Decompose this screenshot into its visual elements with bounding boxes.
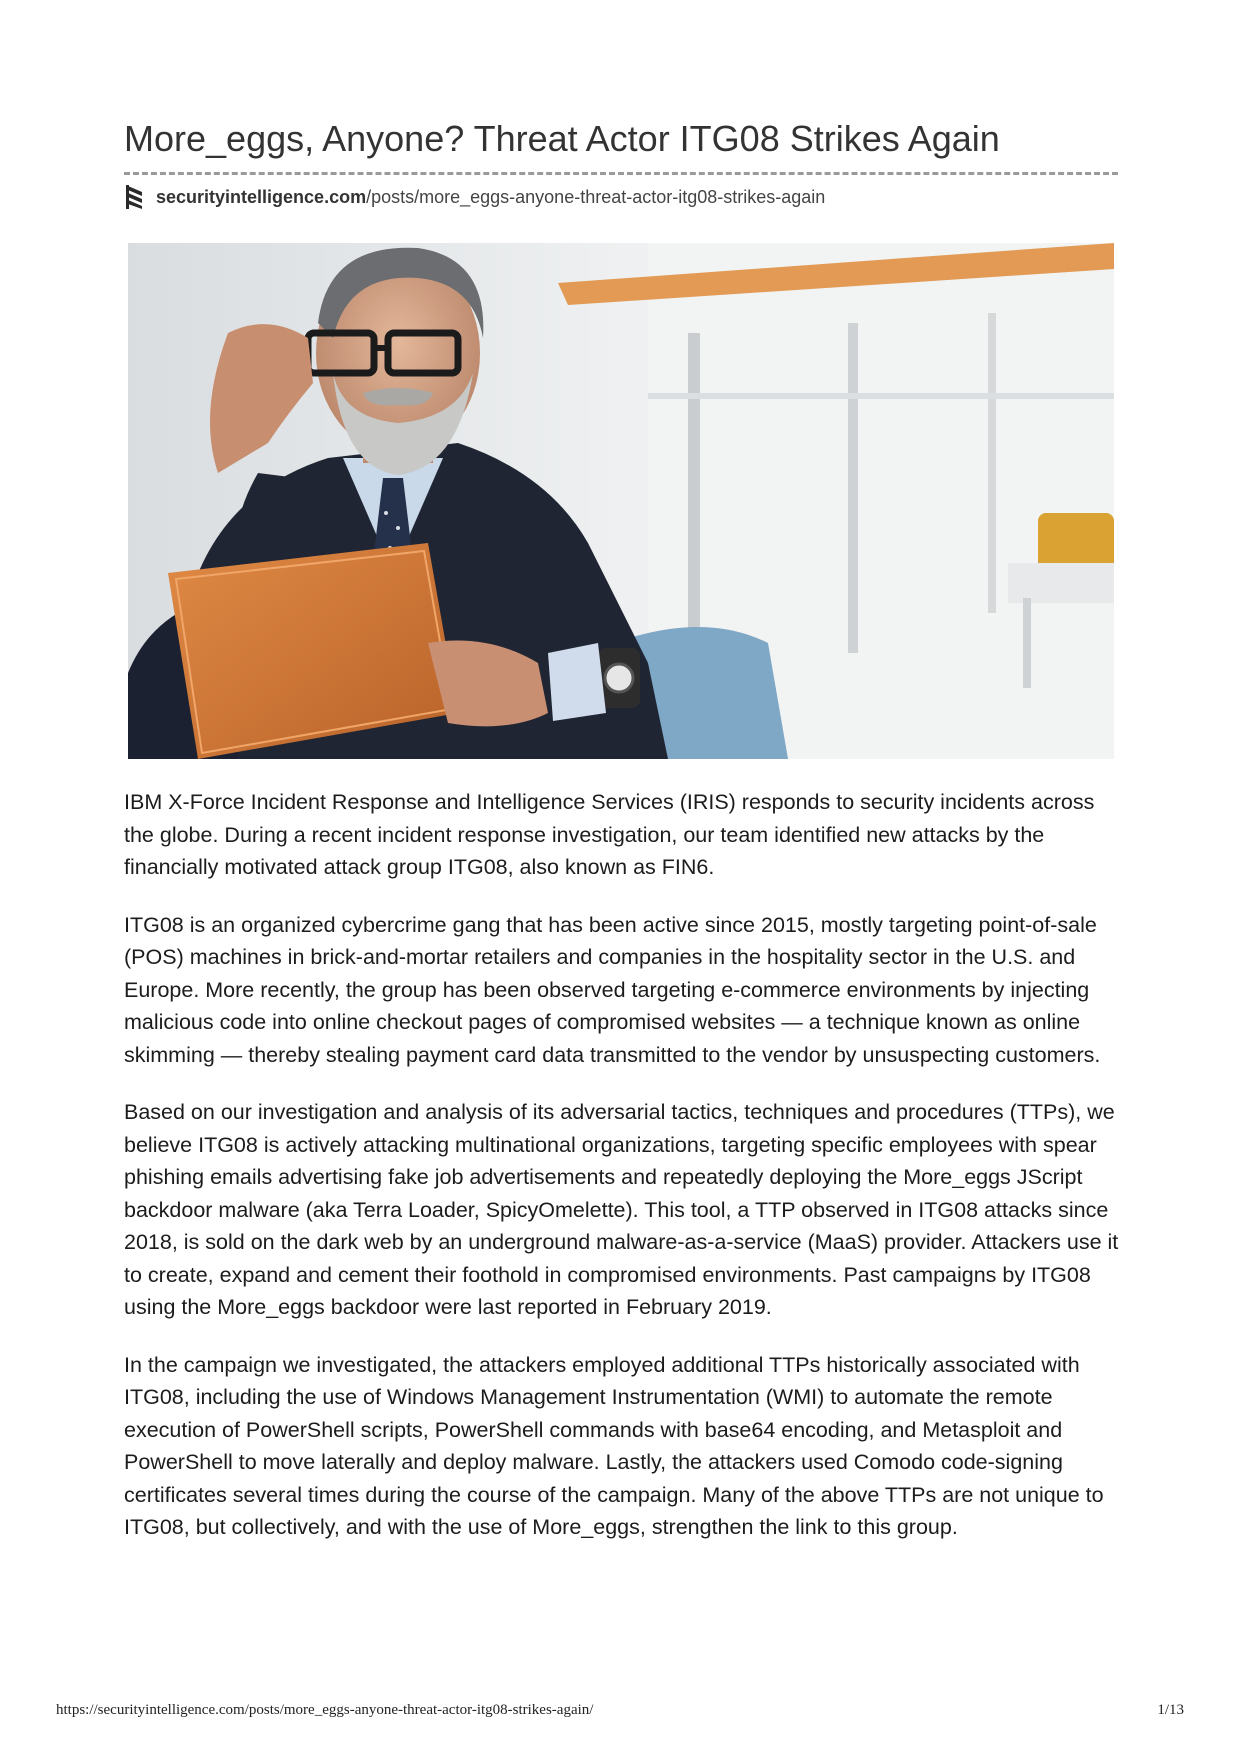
paragraph: Based on our investigation and analysis of its adversarial tactics, techniques and procedures (TTPs), we believe ITG08 is actively attacking multinational organizations, targeting specific employees with spear phishing emails advertising fake job advertisements and repeatedly deploying the More_eggs JScript backdoor malware (aka Terra Loader, SpicyOmelette). This tool, a TTP observed in ITG08 attacks since 2018, is sold on the dark web by an underground malware-as-a-service (MaaS) provider. Attackers use it to create, expand and cement their foothold in compromised environments. Past campaigns by ITG08 using the More_eggs backdoor were last reported in February 2019. [124,1100,1119,1319]
source-path[interactable]: /posts/more_eggs-anyone-threat-actor-itg08-strikes-again [366,186,826,207]
paragraph: In the campaign we investigated, the attackers employed additional TTPs historically associated with ITG08, including the use of Windows Management Instrumentation (WMI) to automate the remote execution of PowerShell scripts, PowerShell commands with base64 encoding, and Metasploit and PowerShell to move laterally and deploy malware. Lastly, the attackers used Comodo code-signing certificates several times during the course of the campaign. Many of the above TTPs are not unique to ITG08, but collectively, and with the use of More_eggs, strengthen the link to this group. [124,1352,1104,1539]
footer-url: https://securityintelligence.com/posts/more_eggs-anyone-threat-actor-itg08-strikes-again/ [56,1702,594,1718]
title-divider [124,172,1118,175]
security-intelligence-logo-icon [124,184,146,210]
page-title: More_eggs, Anyone? Threat Actor ITG08 Strikes Again [124,118,1000,159]
page-number: 1/13 [1157,1702,1184,1718]
hero-image [128,243,1114,759]
paragraph: IBM X-Force Incident Response and Intelligence Services (IRIS) responds to security incidents across the globe. During a recent incident response investigation, our team identified new attacks by the financially motivated attack group ITG08, also known as FIN6. [124,790,1095,879]
source-domain[interactable]: securityintelligence.com [156,186,367,207]
article-body [124,786,1120,1569]
paragraph: ITG08 is an organized cybercrime gang that has been active since 2015, mostly targeting point-of-sale (POS) machines in brick-and-mortar retailers and companies in the hospitality sector in the U.S. and Europe. More recently, the group has been observed targeting e-commerce environments by injecting malicious code into online checkout pages of compromised websites — a technique known as online skimming — thereby stealing payment card data transmitted to the vendor by unsuspecting customers. [124,912,1101,1067]
source-line[interactable] [124,182,825,212]
